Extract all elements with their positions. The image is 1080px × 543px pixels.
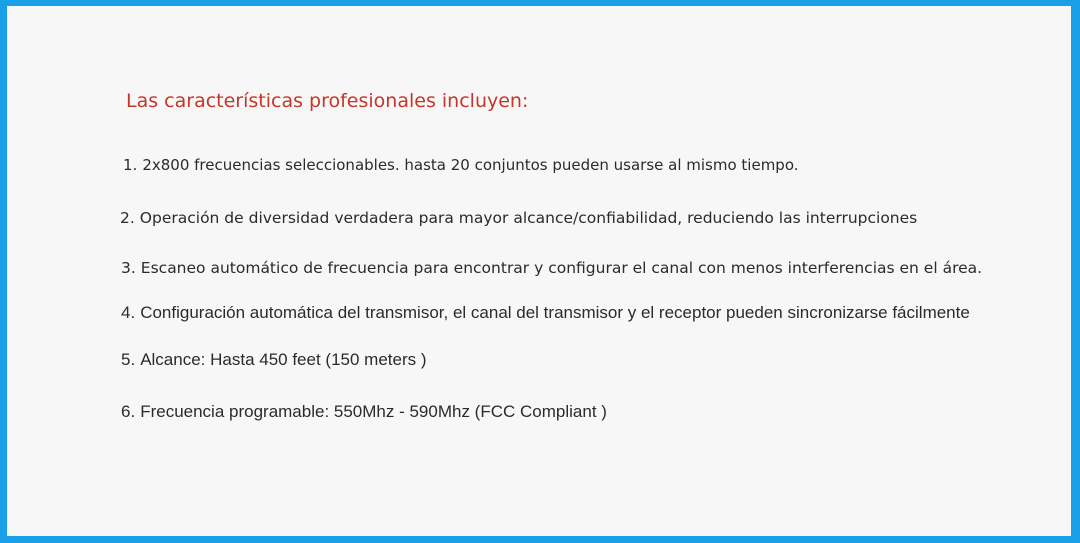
- feature-text: Operación de diversidad verdadera para mayor alcance/confiabilidad, reduciendo las interrupciones: [139, 209, 918, 227]
- feature-text: Escaneo automático de frecuencia para encontrar y configurar el canal con menos interferencias en el área.: [140, 259, 983, 277]
- feature-text: 2x800 frecuencias seleccionables. hasta 20 conjuntos pueden usarse al mismo tiempo.: [142, 156, 799, 174]
- feature-item-3: [121, 259, 982, 277]
- feature-item-6: [121, 402, 607, 422]
- feature-item-5: [121, 350, 427, 370]
- feature-number: 5.: [121, 350, 136, 369]
- feature-item-1: [123, 156, 799, 174]
- feature-text: Configuración automática del transmisor, el canal del transmisor y el receptor pueden sincronizarse fácilmente: [140, 303, 970, 322]
- feature-item-4: [121, 303, 970, 323]
- feature-item-2: [120, 209, 917, 227]
- feature-number: 2.: [120, 209, 135, 227]
- feature-number: 6.: [121, 402, 136, 421]
- features-section: [7, 6, 1071, 536]
- feature-text: Frecuencia programable: 550Mhz - 590Mhz (FCC Compliant ): [140, 402, 607, 421]
- features-heading: Las características profesionales incluyen:: [126, 90, 529, 112]
- feature-text: Alcance: Hasta 450 feet (150 meters ): [140, 350, 427, 369]
- feature-number: 3.: [121, 259, 136, 277]
- feature-number: 4.: [121, 303, 136, 322]
- feature-number: 1.: [123, 156, 138, 174]
